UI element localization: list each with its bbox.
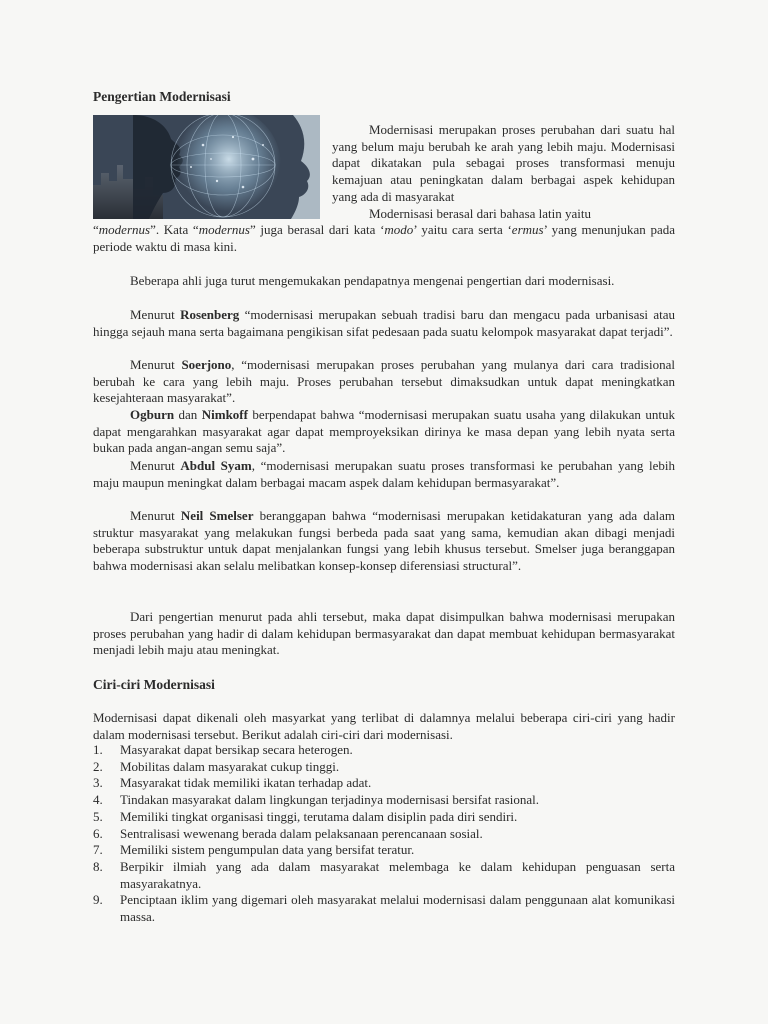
list-text: Masyarakat tidak memiliki ikatan terhadap adat. [120,775,372,791]
list-number: 7. [93,842,103,858]
list-item [93,892,675,925]
list-item [93,826,675,843]
list-text: Mobilitas dalam masyarakat cukup tinggi. [120,758,340,774]
text-run: , “modernisasi merupakan suatu proses transformasi ke perubahan yang lebih maju maupun meningkat dalam berbagai macam aspek dalam kehidupan bermasyarakat”. [93,458,676,490]
photo-illustration [93,115,320,219]
list-item [93,759,675,776]
list-text: Memiliki tingkat organisasi tinggi, terutama dalam disiplin pada diri sendiri. [120,808,518,824]
expert-name: Abdul Syam [180,458,252,473]
section-heading-pengertian: Pengertian Modernisasi [93,89,231,104]
list-number: 1. [93,742,103,757]
text-run: Menurut [130,357,182,372]
list-text: Memiliki sistem pengumpulan data yang bersifat teratur. [120,842,415,858]
list-number: 8. [93,858,103,874]
list-item [93,792,675,809]
paragraph-definition-2-lead: Modernisasi berasal dari bahasa latin yaitu [369,206,592,221]
list-number: 9. [93,892,103,908]
expert-name: Rosenberg [180,307,240,322]
paragraph-ciri-intro: Modernisasi dapat dikenali oleh masyarkat yang terlibat di dalamnya melalui beberapa ciri-ciri yang hadir dalam modernisasi tersebut. Berikut adalah ciri-ciri dari modernisasi. [93,710,675,742]
paragraph-expert-rosenberg [93,307,675,340]
text-run: Menurut [130,307,181,322]
section-heading-ciri-ciri: Ciri-ciri Modernisasi [93,677,215,692]
list-item [93,742,675,759]
list-number: 3. [93,775,103,791]
text-run: ” juga berasal dari kata ‘ [249,222,385,237]
list-text: Masyarakat dapat bersikap secara heterogen. [120,742,353,757]
list-text: Penciptaan iklim yang digemari oleh masyarakat melalui modernisasi dalam penggunaan alat komunikasi massa. [120,892,675,925]
paragraph-expert-neil-smelser [93,508,675,575]
term-modernus: modernus [98,222,151,237]
term-modo: modo [384,222,414,237]
paragraph-expert-ogburn-nimkoff [93,407,675,457]
expert-name-2: Nimkoff [201,407,248,422]
text-run: ’ yaitu cara serta ‘ [413,222,512,237]
list-item [93,859,675,892]
paragraph-expert-soerjono [93,357,675,407]
list-text: Sentralisasi wewenang berada dalam pelaksanaan perencanaan sosial. [120,825,483,841]
text-run: beranggapan bahwa “modernisasi merupakan ketidakaturan yang ada dalam struktur masyarakat yang melakukan fungsi berbeda pada saat yang sama, kemudian akan dibagi menjadi beberapa substruktur untuk dapat menjalankan fungsi yang lebih khusus tersebut. Smelser juga beranggapan bahwa modernisasi akan selalu melibatkan konsep-konsep diferensiasi structural”. [93,508,676,574]
expert-name: Soerjono [181,357,232,372]
list-number: 4. [93,792,103,808]
text-run: , “modernisasi merupakan proses perubahan yang mulanya dari cara tradisional berubah ke cara yang lebih maju. Proses perubahan tersebut dimaksudkan untuk dapat meningkatkan kesejahteraan masyarakat”. [93,357,675,406]
paragraph-definition-1: Modernisasi merupakan proses perubahan dari suatu hal yang belum maju berubah ke arah yang lebih maju. Modernisasi dapat dikatakan pula sebagai proses transformasi menuju kemajuan atau peningkatan dalam berbagai aspek kehidupan yang ada di masyarakat [332,122,675,204]
paragraph-definition-2: “modernus”. Kata “modernus” juga berasal dari kata ‘modo’ yaitu cara serta ‘ermus’ yang menunjukan pada periode waktu di masa kini. [93,222,675,254]
list-number: 2. [93,758,103,774]
ciri-list [93,742,675,926]
list-number: 5. [93,808,103,824]
term-modernus-2: modernus [198,222,250,237]
list-text: Berpikir ilmiah yang ada dalam masyarakat melembaga ke dalam kehidupan penguasan serta masyarakatnya. [120,858,675,891]
text-run: “modernisasi merupakan sebuah tradisi baru dan mengacu pada urbanisasi atau hingga sejauh mana serta bagaimana pengikisan sifat pedesaan pada suatu kelompok masyarakat dapat terjadi”. [93,307,675,339]
text-run: ”. Kata “ [150,222,199,237]
text-run: berpendapat bahwa “modernisasi merupakan suatu usaha yang dilakukan untuk dapat mengarahkan masyarakat agar dapat memproyeksikan dirinya ke masa depan yang lebih nyata serta bukan pada angan-angan semu saja”. [93,407,675,456]
list-item [93,809,675,826]
paragraph-expert-abdul-syam [93,458,675,491]
paragraph-experts-intro: Beberapa ahli juga turut mengemukakan pendapatnya mengenai pengertian dari modernisasi. [130,273,615,288]
list-number: 6. [93,825,103,841]
paragraph-conclusion: Dari pengertian menurut pada ahli tersebut, maka dapat disimpulkan bahwa modernisasi merupakan proses perubahan yang hadir di dalam kehidupan bermasyarakat dan dapat membuat kehidupan bermasyarakat menjadi lebih maju atau meningkat. [93,609,675,658]
text-run: dan [174,407,202,422]
term-ermus: ermus [511,222,544,237]
header-photo-digital-face [93,115,320,219]
list-text: Tindakan masyarakat dalam lingkungan terjadinya modernisasi bersifat rasional. [120,792,540,808]
text-run: Menurut [130,458,181,473]
text-run: Menurut [130,508,181,523]
list-item [93,842,675,859]
text-run: ’ yang menunjukan pada periode waktu di masa kini. [93,222,675,254]
list-item [93,775,675,792]
expert-name: Neil Smelser [180,508,254,523]
expert-name: Ogburn [130,407,175,422]
